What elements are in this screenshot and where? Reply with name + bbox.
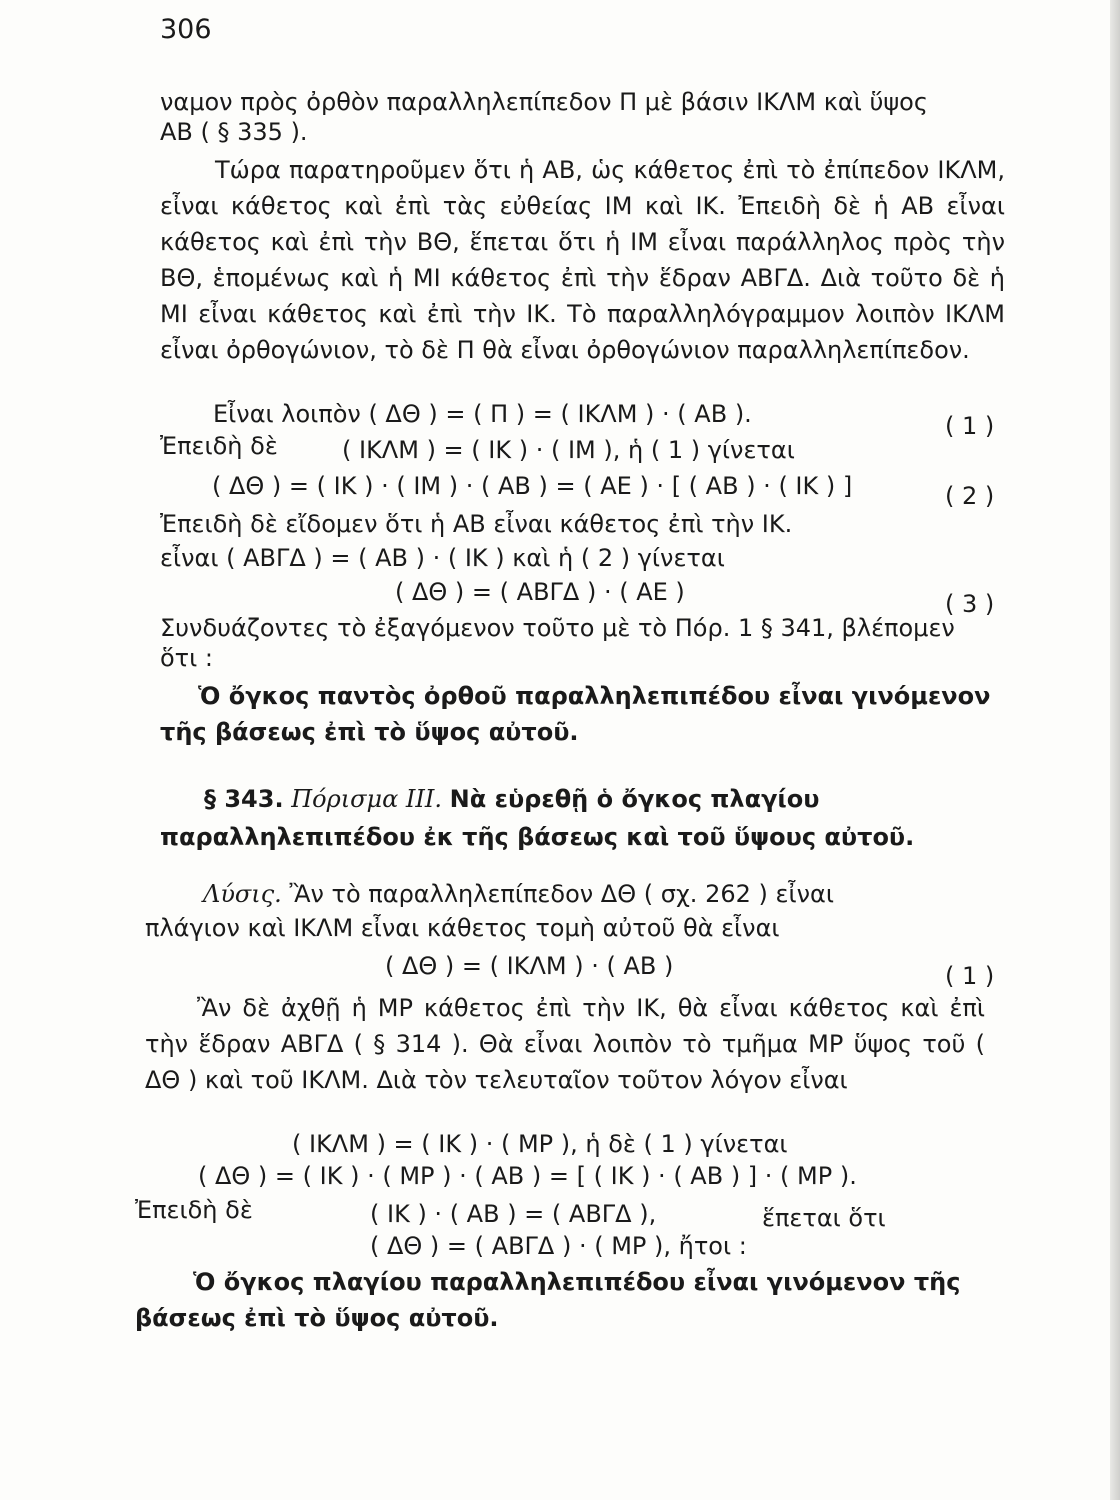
combine-line-2: ὅτι : xyxy=(160,644,213,672)
proof-paragraph: Τώρα παρατηροῦμεν ὅτι ἡ ΑΒ, ὡς κάθετος ἐπὶ τὸ ἐπίπεδον ΙΚΛΜ, εἶναι κάθετος καὶ ἐπὶ τὰς εὐθείας ΙΜ καὶ ΙΚ. Ἐπειδὴ δὲ ἡ ΑΒ εἶναι κάθετος καὶ ἐπὶ τὴν ΒΘ, ἕπεται ὅτι ἡ ΙΜ εἶναι παράλληλος πρὸς τὴν ΒΘ, ἑπομένως καὶ ἡ ΜΙ κάθετος ἐπὶ τὴν ἕδραν ΑΒΓΔ. Διὰ τοῦτο δὲ ἡ ΜΙ εἶναι κάθετος καὶ ἐπὶ τὴν ΙΚ. Τὸ παραλληλόγραμμον λοιπὸν ΙΚΛΜ εἶναι ὀρθογώνιον, τὸ δὲ Π θὰ εἶναι ὀρθογώνιον παραλληλεπίπεδον. xyxy=(160,156,1005,364)
solution-follows: ἕπεται ὅτι xyxy=(762,1204,886,1232)
solution-equation-3: ( ΔΘ ) = ( ΙΚ ) · ( ΜΡ ) · ( ΑΒ ) = [ ( ΙΚ ) · ( ΑΒ ) ] · ( ΜΡ ). xyxy=(198,1162,857,1190)
solution-line-1-text: Ἂν τὸ παραλληλεπίπεδον ΔΘ ( σχ. 262 ) εἶναι xyxy=(289,880,834,908)
page-edge xyxy=(1110,0,1120,1500)
theorem-1: Ὁ ὄγκος παντὸς ὀρθοῦ παραλληλεπιπέδου εἶναι γινόμενον τῆς βάσεως ἐπὶ τὸ ὕψος αὐτοῦ. xyxy=(160,682,991,746)
solution-line-2: πλάγιον καὶ ΙΚΛΜ εἶναι κάθετος τομὴ αὐτοῦ θὰ εἶναι xyxy=(145,914,780,942)
section-heading xyxy=(160,780,1000,856)
combine-line-1: Συνδυάζοντες τὸ ἐξαγόμενον τοῦτο μὲ τὸ Πόρ. 1 § 341, βλέπομεν xyxy=(160,614,955,642)
since-expression-1: ( ΙΚΛΜ ) = ( ΙΚ ) · ( ΙΜ ), ἡ ( 1 ) γίνεται xyxy=(342,436,795,464)
solution-line-1 xyxy=(203,880,834,908)
equation-2: ( ΔΘ ) = ( ΙΚ ) · ( ΙΜ ) · ( ΑΒ ) = ( ΑΕ ) · [ ( ΑΒ ) · ( ΙΚ ) ] xyxy=(212,472,853,500)
section-title: Πόρισμα ΙΙΙ. xyxy=(291,785,443,813)
solution-label: Λύσις. xyxy=(203,880,282,908)
equation-1: Εἶναι λοιπὸν ( ΔΘ ) = ( Π ) = ( ΙΚΛΜ ) · ( ΑΒ ). xyxy=(213,400,752,428)
equation-1-number: ( 1 ) xyxy=(945,412,995,440)
section-text: Νὰ εὑρεθῇ ὁ ὄγκος πλαγίου παραλληλεπιπέδου ἐκ τῆς βάσεως καὶ τοῦ ὕψους αὐτοῦ. xyxy=(160,785,915,851)
section-number: § 343. xyxy=(204,785,284,813)
solution-equation-4: ( ΔΘ ) = ( ΑΒΓΔ ) · ( ΜΡ ), ἤτοι : xyxy=(370,1232,747,1260)
page-number: 306 xyxy=(160,14,212,45)
is-line: εἶναι ( ΑΒΓΔ ) = ( ΑΒ ) · ( ΙΚ ) καὶ ἡ ( 2 ) γίνεται xyxy=(160,544,725,572)
theorem-2: Ὁ ὄγκος πλαγίου παραλληλεπιπέδου εἶναι γινόμενον τῆς βάσεως ἐπὶ τὸ ὕψος αὐτοῦ. xyxy=(135,1268,961,1332)
solution-paragraph: Ἂν δὲ ἀχθῇ ἡ ΜΡ κάθετος ἐπὶ τὴν ΙΚ, θὰ εἶναι κάθετος καὶ ἐπὶ τὴν ἕδραν ΑΒΓΔ ( § 314 ). Θὰ εἶναι λοιπὸν τὸ τμῆμα ΜΡ ὕψος τοῦ ( ΔΘ ) καὶ τοῦ ΙΚΛΜ. Διὰ τὸν τελευταῖον τοῦτον λόγον εἶναι xyxy=(145,994,985,1094)
intro-line-2: ΑΒ ( § 335 ). xyxy=(160,118,308,146)
since-line-2: Ἐπειδὴ δὲ εἴδομεν ὅτι ἡ ΑΒ εἶναι κάθετος ἐπὶ τὴν ΙΚ. xyxy=(160,510,793,538)
solution-equation-1: ( ΔΘ ) = ( ΙΚΛΜ ) · ( ΑΒ ) xyxy=(385,952,674,980)
equation-3: ( ΔΘ ) = ( ΑΒΓΔ ) · ( ΑΕ ) xyxy=(395,578,685,606)
solution-equation-2: ( ΙΚΛΜ ) = ( ΙΚ ) · ( ΜΡ ), ἡ δὲ ( 1 ) γίνεται xyxy=(292,1130,788,1158)
solution-since-label: Ἐπειδὴ δὲ xyxy=(135,1196,253,1224)
solution-since-expression: ( ΙΚ ) · ( ΑΒ ) = ( ΑΒΓΔ ), xyxy=(370,1200,657,1228)
solution-equation-1-number: ( 1 ) xyxy=(945,962,995,990)
equation-3-number: ( 3 ) xyxy=(945,590,995,618)
intro-line-1: ναμον πρὸς ὀρθὸν παραλληλεπίπεδον Π μὲ βάσιν ΙΚΛΜ καὶ ὕψος xyxy=(160,88,928,116)
since-label-1: Ἐπειδὴ δὲ xyxy=(160,432,278,460)
equation-2-number: ( 2 ) xyxy=(945,482,995,510)
